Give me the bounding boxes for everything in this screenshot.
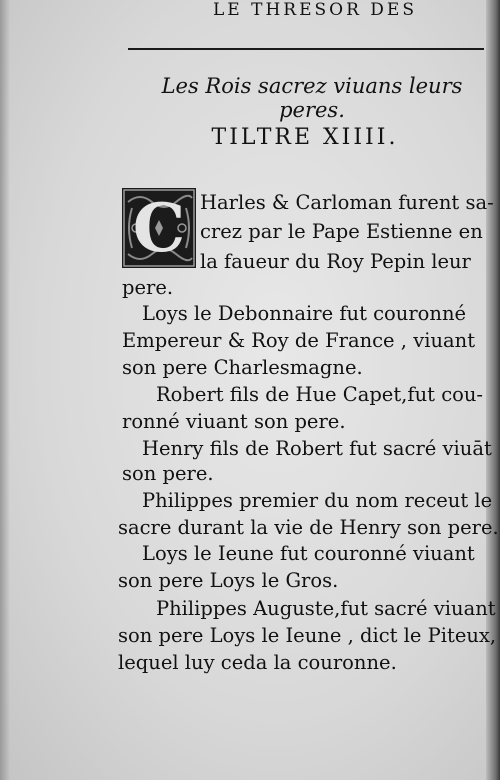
text-line: la faueur du Roy Pepin leur	[200, 250, 471, 273]
text-line: Philippes Auguste,fut sacré viuant	[156, 597, 496, 620]
text-line: son pere Loys le Ieune , dict le Piteux,	[118, 624, 497, 647]
header-rule	[128, 48, 484, 50]
drop-cap-letter: C	[132, 189, 186, 267]
chapter-title: TILTRE XIIII.	[211, 125, 399, 150]
text-line: Empereur & Roy de France , viuant	[122, 329, 476, 352]
text-line: crez par le Pape Estienne en	[200, 220, 483, 243]
drop-cap-initial	[122, 188, 196, 268]
book-gutter	[486, 0, 500, 780]
page-edge-shadow	[0, 0, 10, 780]
text-line: sacre durant la vie de Henry son pere.	[118, 516, 499, 539]
text-line: ronné viuant son pere.	[122, 410, 346, 433]
text-line: Harles & Carloman furent sa-	[200, 191, 494, 214]
text-line: Loys le Debonnaire fut couronné	[142, 302, 467, 325]
text-line: son pere Loys le Gros.	[118, 569, 339, 592]
section-subtitle: Les Rois sacrez viuans leurs peres.	[161, 74, 463, 122]
text-line: Philippes premier du nom receut le	[142, 489, 493, 512]
text-line: Loys le Ieune fut couronné viuant	[142, 542, 475, 565]
text-line: son pere Charlesmagne.	[122, 356, 363, 379]
text-line: pere.	[122, 276, 174, 299]
text-line: son pere.	[122, 462, 214, 485]
text-line: lequel luy ceda la couronne.	[118, 651, 397, 674]
text-line: Henry fils de Robert fut sacré viuāt	[142, 437, 492, 460]
text-line: Robert fils de Hue Capet,fut cou-	[156, 383, 483, 406]
running-head: LE THRESOR DES	[213, 0, 417, 20]
